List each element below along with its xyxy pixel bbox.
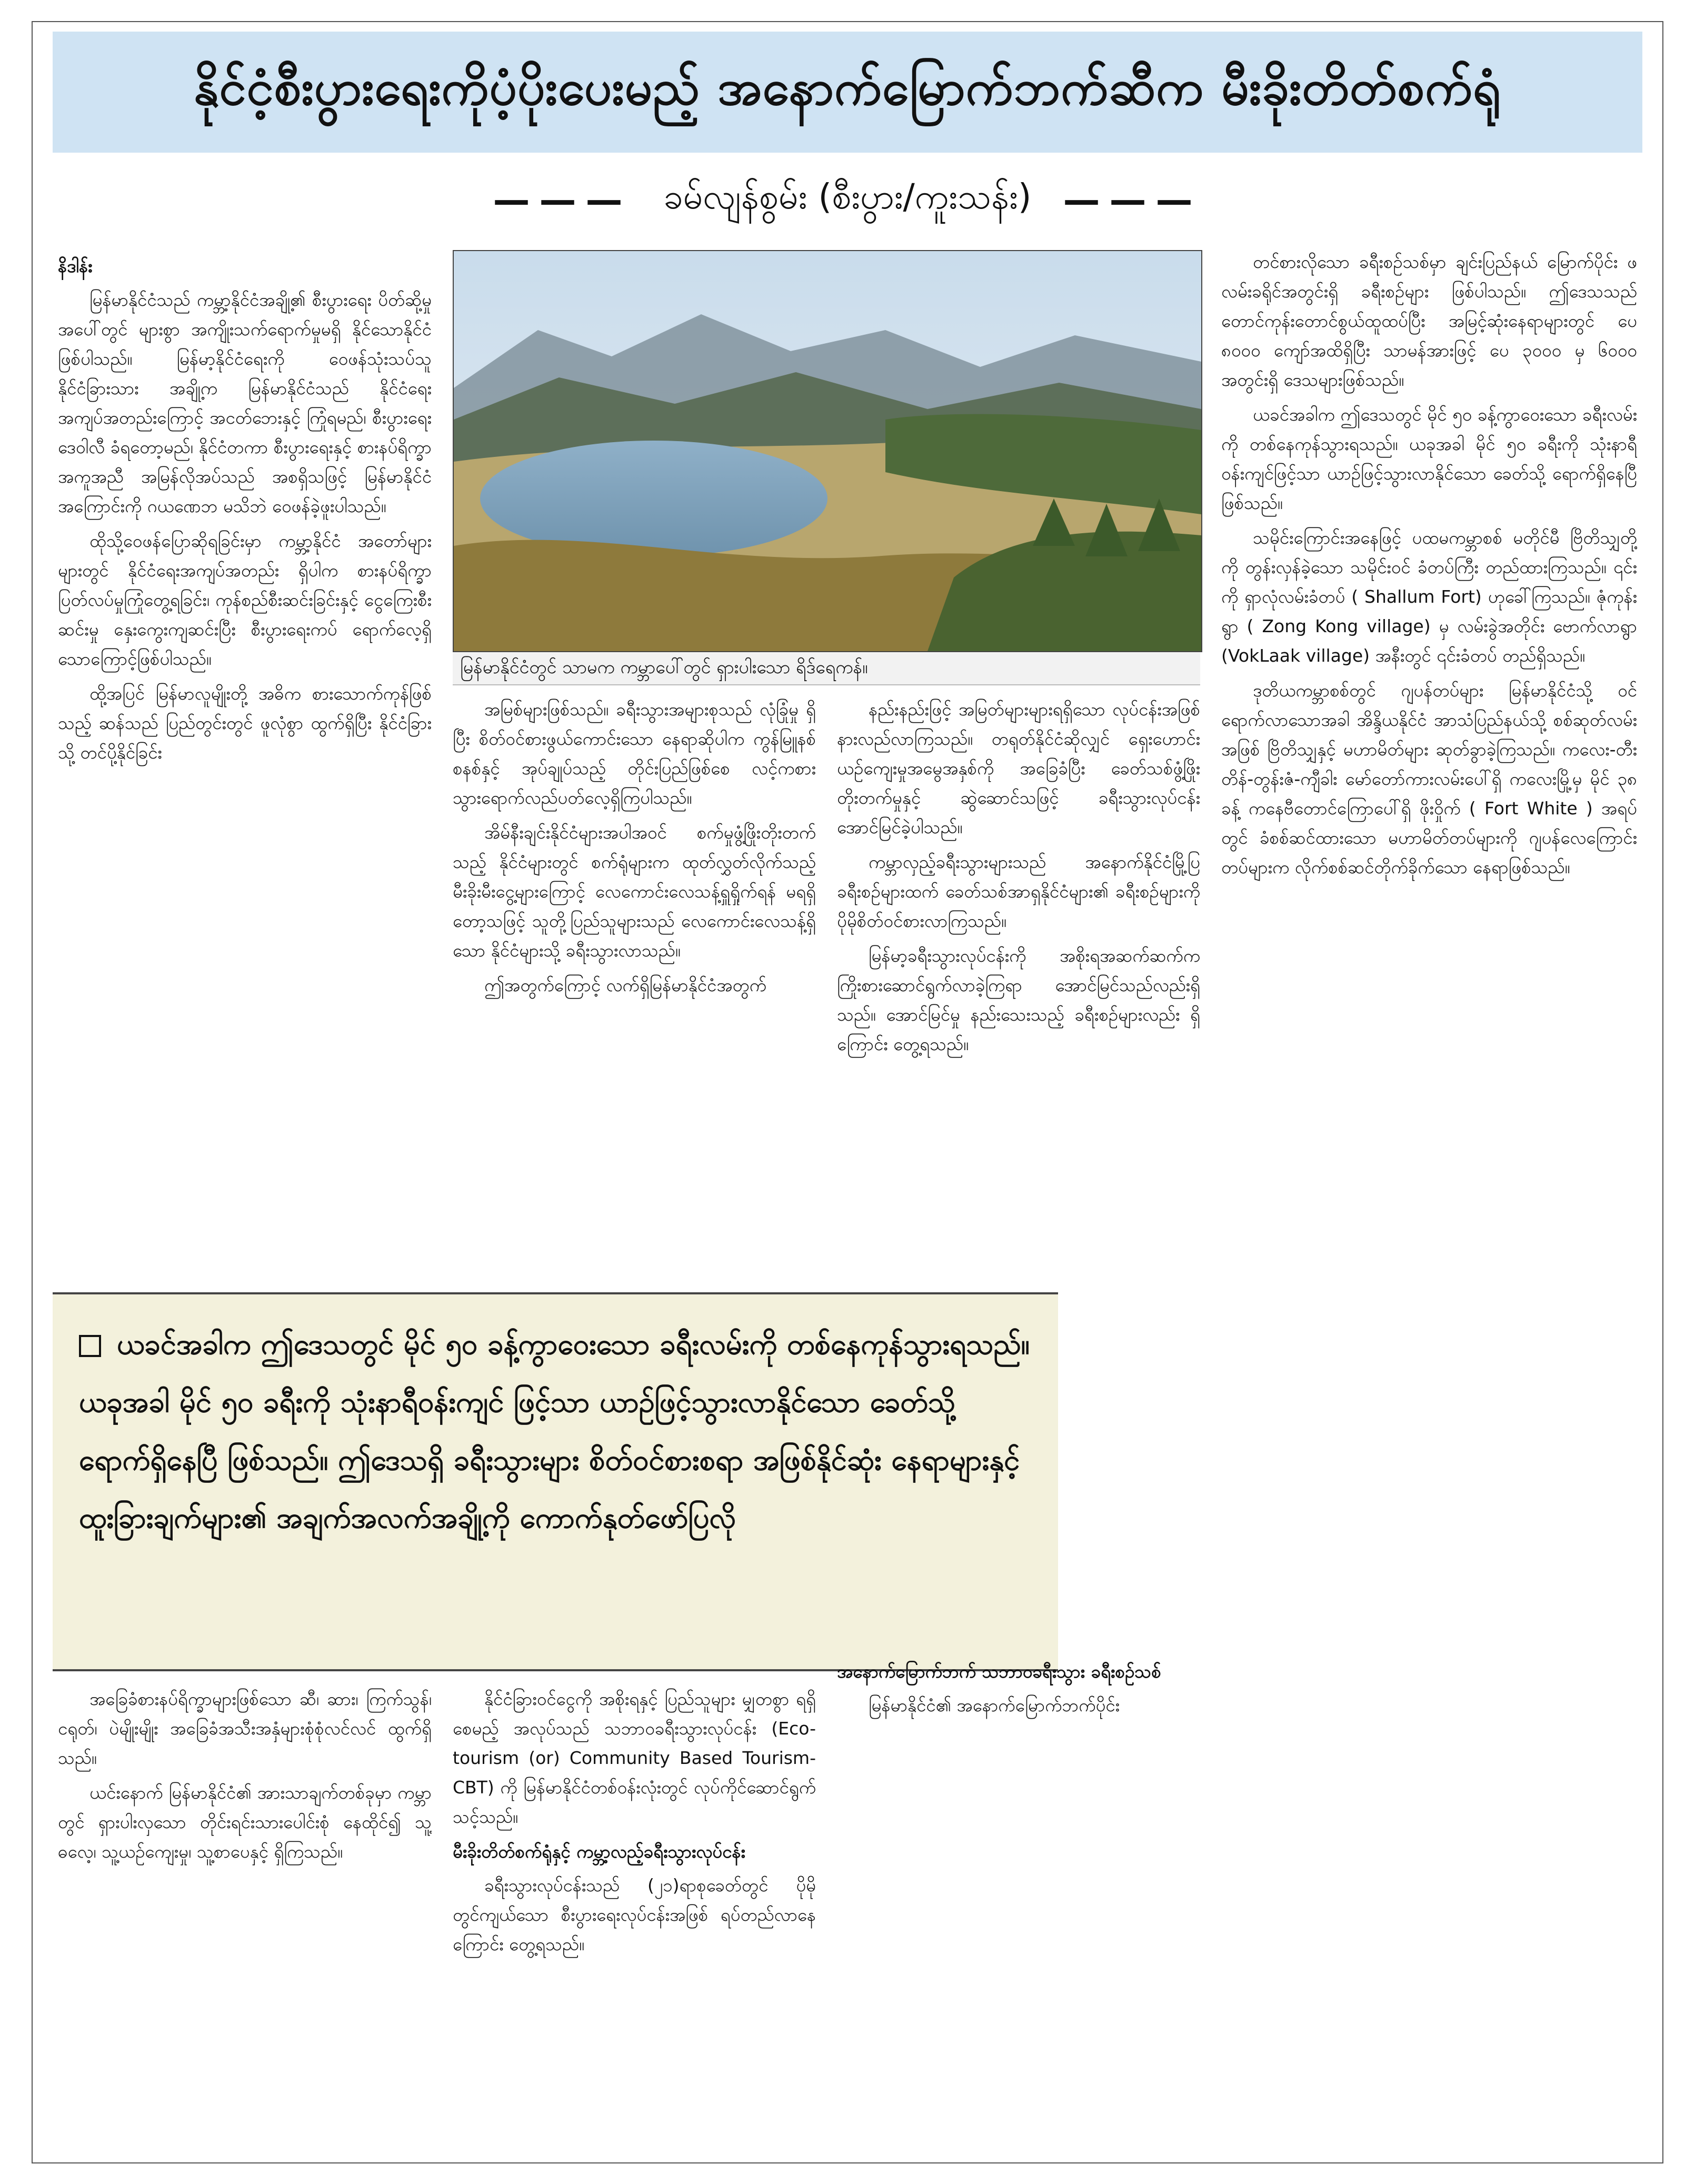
column-1-upper bbox=[58, 247, 432, 1284]
pull-quote-text: ယခင်အခါက ဤဒေသတွင် မိုင် ၅၀ ခန့်ကွာဝေးသော ခရီးလမ်းကို တစ်နေကုန်သွားရသည်။ ယခုအခါ မိုင် ၅၀ ခရီးကို သုံးနာရီဝန်းကျင် ဖြင့်သာ ယာဉ်ဖြင့်သွားလာနိုင်သော ခေတ်သို့ ရောက်ရှိနေပြီ ဖြစ်သည်။ ဤဒေသရှိ ခရီးသွားများ စိတ်ဝင်စားစရာ အဖြစ်နိုင်ဆုံး နေရာများနှင့် ထူးခြားချက်များ၏ အချက်အလက်အချို့ကို ကောက်နုတ်ဖော်ပြလို bbox=[79, 1328, 1030, 1534]
column-2-upper bbox=[453, 695, 816, 1290]
paragraph: မြန်မာ့ခရီးသွားလုပ်ငန်းကို အစိုးရအဆက်ဆက်က ကြိုးစားဆောင်ရွက်လာခဲ့ကြရာ အောင်မြင်သည်လည်းရှိသည်။ အောင်မြင်မှု နည်းသေးသည့် ခရီးစဉ်များလည်း ရှိကြောင်း တွေ့ရသည်။ bbox=[837, 945, 1200, 1054]
paragraph: နည်းနည်းဖြင့် အမြတ်များများရရှိသော လုပ်ငန်းအဖြစ် နားလည်လာကြသည်။ တရုတ်နိုင်ငံဆိုလျှင် ရှေးဟောင်းယဉ်ကျေးမှုအမွေအနှစ်ကို အခြေခံပြီး ခေတ်သစ်ဖွံ့ဖြိုးတိုးတက်မှုနှင့် ဆွဲဆောင်သဖြင့် ခရီးသွားလုပ်ငန်း အောင်မြင်ခဲ့ပါသည်။ bbox=[837, 699, 1200, 837]
paragraph: ဒုတိယကမ္ဘာစစ်တွင် ဂျပန်တပ်များ မြန်မာနိုင်ငံသို့ ဝင်ရောက်လာသောအခါ အိန္ဒိယနိုင်ငံ အာသံပြည်နယ်သို့ စစ်ဆုတ်လမ်းအဖြစ် ဗြိတိသျှနှင့် မဟာမိတ်များ ဆုတ်ခွာခဲ့ကြသည်။ ကလေး-တီးတိန်-တွန်းဇံ-ကျီခါး မော်တော်ကားလမ်းပေါ်ရှိ ကလေးမြို့မှ မိုင် ၃၈ ခန့် ကနေဗီတောင်ကြောပေါ်ရှိ ဖိုးဝှိုက် ( Fort White ) အရပ်တွင် ခံစစ်ဆင်ထားသော မဟာမိတ်တပ်များကို ဂျပန်လေကြောင်းတပ်များက လိုက်စစ်ဆင်တိုက်ခိုက်သော နေရာဖြစ်သည်။ bbox=[1221, 680, 1637, 877]
column-4 bbox=[1221, 247, 1637, 2137]
paragraph: တင်စားလိုသော ခရီးစဉ်သစ်မှာ ချင်းပြည်နယ် မြောက်ပိုင်း ဖလမ်းခရိုင်အတွင်းရှိ ခရီးစဉ်များ ဖြစ်ပါသည်။ ဤဒေသသည် တောင်ကုန်းတောင်စွယ်ထူထပ်ပြီး အမြင့်ဆုံးနေရာများတွင် ပေ ၈၀၀၀ ကျော်အထိရှိပြီး သာမန်အားဖြင့် ပေ ၃၀၀၀ မှ ၆၀၀၀ အတွင်းရှိ ဒေသများဖြစ်သည်။ bbox=[1221, 252, 1637, 390]
paragraph: အမြစ်များဖြစ်သည်။ ခရီးသွားအများစုသည် လုံခြုံမှု ရှိပြီး စိတ်ဝင်စားဖွယ်ကောင်းသော နေရာဆိုပါက ကွန်မြူနစ်စနစ်နှင့် အုပ်ချုပ်သည့် တိုင်းပြည်ဖြစ်စေ လင့်ကစား သွားရောက်လည်ပတ်လေ့ရှိကြပါသည်။ bbox=[453, 699, 816, 808]
paragraph: ယခင်အခါက ဤဒေသတွင် မိုင် ၅၀ ခန့်ကွာဝေးသော ခရီးလမ်းကို တစ်နေကုန်သွားရသည်။ ယခုအခါ မိုင် ၅၀ ခရီးကို သုံးနာရီဝန်းကျင်ဖြင့်သာ ယာဉ်ဖြင့်သွားလာနိုင်သော ခေတ်သို့ ရောက်ရှိနေပြီဖြစ်သည်။ bbox=[1221, 404, 1637, 513]
paragraph: ဤအတွက်ကြောင့် လက်ရှိမြန်မာနိုင်ငံအတွက် bbox=[484, 975, 766, 995]
paragraph: မြန်မာနိုင်ငံသည် ကမ္ဘာ့နိုင်ငံအချို့၏ စီးပွားရေး ပိတ်ဆို့မှုအပေါ်တွင် များစွာ အကျိုးသက်ရောက်မှုမရှိ နိုင်သောနိုင်ငံဖြစ်ပါသည်။ မြန်မာ့နိုင်ငံရေးကို ဝေဖန်သုံးသပ်သူ နိုင်ငံခြားသား အချို့က မြန်မာနိုင်ငံသည် နိုင်ငံရေး အကျပ်အတည်းကြောင့် အငတ်ဘေးနှင့် ကြုံရမည်၊ စီးပွားရေးဒေဝါလီ ခံရတော့မည်၊ နိုင်ငံတကာ စီးပွားရေးနှင့် စားနပ်ရိက္ခာ အကူအညီ အမြန်လိုအပ်သည် အစရှိသဖြင့် မြန်မာနိုင်ငံ အကြောင်းကို ဂယဏေဘ မသိဘဲ ဝေဖန်ခဲ့ဖူးပါသည်။ bbox=[58, 290, 432, 516]
section-heading-smokeless-industry: မီးခိုးတိတ်စက်ရုံနှင့် ကမ္ဘာ့လည့်ခရီးသွားလုပ်ငန်း bbox=[453, 1841, 745, 1862]
byline-dashes-right: ——— bbox=[1063, 178, 1202, 222]
paragraph: အိမ်နီးချင်းနိုင်ငံများအပါအဝင် စက်မှုဖွံ့ဖြိုးတိုးတက်သည့် နိုင်ငံများတွင် စက်ရုံများက ထုတ်လွှတ်လိုက်သည့် မီးခိုးမီးငွေ့များကြောင့် လေကောင်းလေသန့်ရှူရှိုက်ရန် မရရှိတော့သဖြင့် သူတို့ပြည်သူများသည် လေကောင်းလေသန့်ရှိသော နိုင်ငံများသို့ ခရီးသွားလာသည်။ bbox=[453, 822, 816, 961]
paragraph: ထို့အပြင် မြန်မာလူမျိုးတို့ အဓိက စားသောက်ကုန်ဖြစ်သည့် ဆန်သည် ပြည်တွင်းတွင် ဖူလုံစွာ ထွက်ရှိပြီး နိုင်ငံခြားသို့ တင်ပို့နိုင်ခြင်း bbox=[58, 683, 432, 763]
byline-dashes-left: ——— bbox=[493, 178, 632, 222]
quote-box-icon bbox=[79, 1335, 101, 1357]
paragraph: ထိုသို့ဝေဖန်ပြောဆိုရခြင်းမှာ ကမ္ဘာ့နိုင်ငံ အတော်များများတွင် နိုင်ငံရေးအကျပ်အတည်း ရှိပါက စားနပ်ရိက္ခာ ပြတ်လပ်မှုကြုံတွေ့ရခြင်း၊ ကုန်စည်စီးဆင်းခြင်းနှင့် ငွေကြေးစီးဆင်းမှု နှေးကွေးကျဆင်းပြီး စီးပွားရေးကပ် ရောက်လေ့ရှိသောကြောင့်ဖြစ်ပါသည်။ bbox=[58, 531, 432, 669]
column-2-lower bbox=[453, 1684, 816, 2142]
paragraph: မြန်မာနိုင်ငံ၏ အနောက်မြောက်ဘက်ပိုင်း bbox=[869, 1695, 1120, 1716]
paragraph: ယင်းနောက် မြန်မာနိုင်ငံ၏ အားသာချက်တစ်ခုမှာ ကမ္ဘာတွင် ရှားပါးလှသော တိုင်းရင်းသားပေါင်းစုံ နေထိုင်၍ သူ့ဓလေ့၊ သူ့ယဉ်ကျေးမှု၊ သူ့စာပေနှင့် ရှိကြသည်။ bbox=[58, 1782, 432, 1862]
photo-caption: မြန်မာနိုင်ငံတွင် သာမက ကမ္ဘာပေါ်တွင် ရှားပါးသော ရိဒ်ရေကန်။ bbox=[453, 653, 1200, 685]
section-heading-northwest-route: အနောက်မြောက်ဘက် သဘာဝခရီးသွား ခရီးစဉ်သစ် bbox=[837, 1661, 1161, 1682]
column-1-lower bbox=[58, 1684, 432, 2142]
section-heading-introduction: နိဒါန်း bbox=[58, 256, 93, 276]
paragraph: သမိုင်းကြောင်းအနေဖြင့် ပထမကမ္ဘာစစ် မတိုင်မီ ဗြိတိသျှတို့ကို တွန်းလှန်ခဲ့သော သမိုင်းဝင် ခံတပ်ကြီး တည်ထားကြသည်။ ၎င်းကို ရှာလုံလမ်းခံတပ် ( Shallum Fort) ဟုခေါ်ကြသည်။ ဇုံကုန်းရွာ ( Zong Kong village) မှ လမ်းခွဲအတိုင်း ဗောက်လာရွာ (VokLaak village) အနီးတွင် ၎င်းခံတပ် တည်ရှိသည်။ bbox=[1221, 527, 1637, 666]
lake-landscape-image bbox=[454, 251, 1201, 651]
paragraph: ခရီးသွားလုပ်ငန်းသည် (၂၁)ရာစုခေတ်တွင် ပိုမိုတွင်ကျယ်သော စီးပွားရေးလုပ်ငန်းအဖြစ် ရပ်တည်လာနေကြောင်း တွေ့ရသည်။ bbox=[453, 1875, 816, 1954]
paragraph: နိုင်ငံခြားဝင်ငွေကို အစိုးရနှင့် ပြည်သူများ မျှတစွာ ရရှိစေမည့် အလုပ်သည် သဘာဝခရီးသွားလုပ်ငန်း (Eco-tourism (or) Community Based Tourism-CBT) ကို မြန်မာနိုင်ငံတစ်ဝန်းလုံးတွင် လုပ်ကိုင်ဆောင်ရွက်သင့်သည်။ bbox=[453, 1689, 816, 1827]
column-3-lower bbox=[837, 1653, 1200, 2142]
paragraph: ကမ္ဘာလှည့်ခရီးသွားများသည် အနောက်နိုင်ငံမြို့ပြခရီးစဉ်များထက် ခေတ်သစ်အာရှနိုင်ငံများ၏ ခရီးစဉ်များကို ပိုမိုစိတ်ဝင်စားလာကြသည်။ bbox=[837, 852, 1200, 931]
headline: နိုင်ငံ့စီးပွားရေးကိုပံ့ပိုးပေးမည့် အနောက်မြောက်ဘက်ဆီက မီးခိုးတိတ်စက်ရုံ bbox=[53, 32, 1642, 153]
byline bbox=[53, 168, 1642, 232]
byline-author: ခမ်လျန်စွမ်း (စီးပွား/ကူးသန်း) bbox=[663, 176, 1032, 217]
pull-quote bbox=[53, 1292, 1058, 1671]
paragraph: အခြေခံစားနပ်ရိက္ခာများဖြစ်သော ဆီ၊ ဆား၊ ကြက်သွန်၊ ငရုတ်၊ ပဲမျိုးမျိုး အခြေခံအသီးအနှံများစုံစုံလင်လင် ထွက်ရှိသည်။ bbox=[58, 1689, 432, 1768]
lake-photo bbox=[453, 250, 1202, 652]
